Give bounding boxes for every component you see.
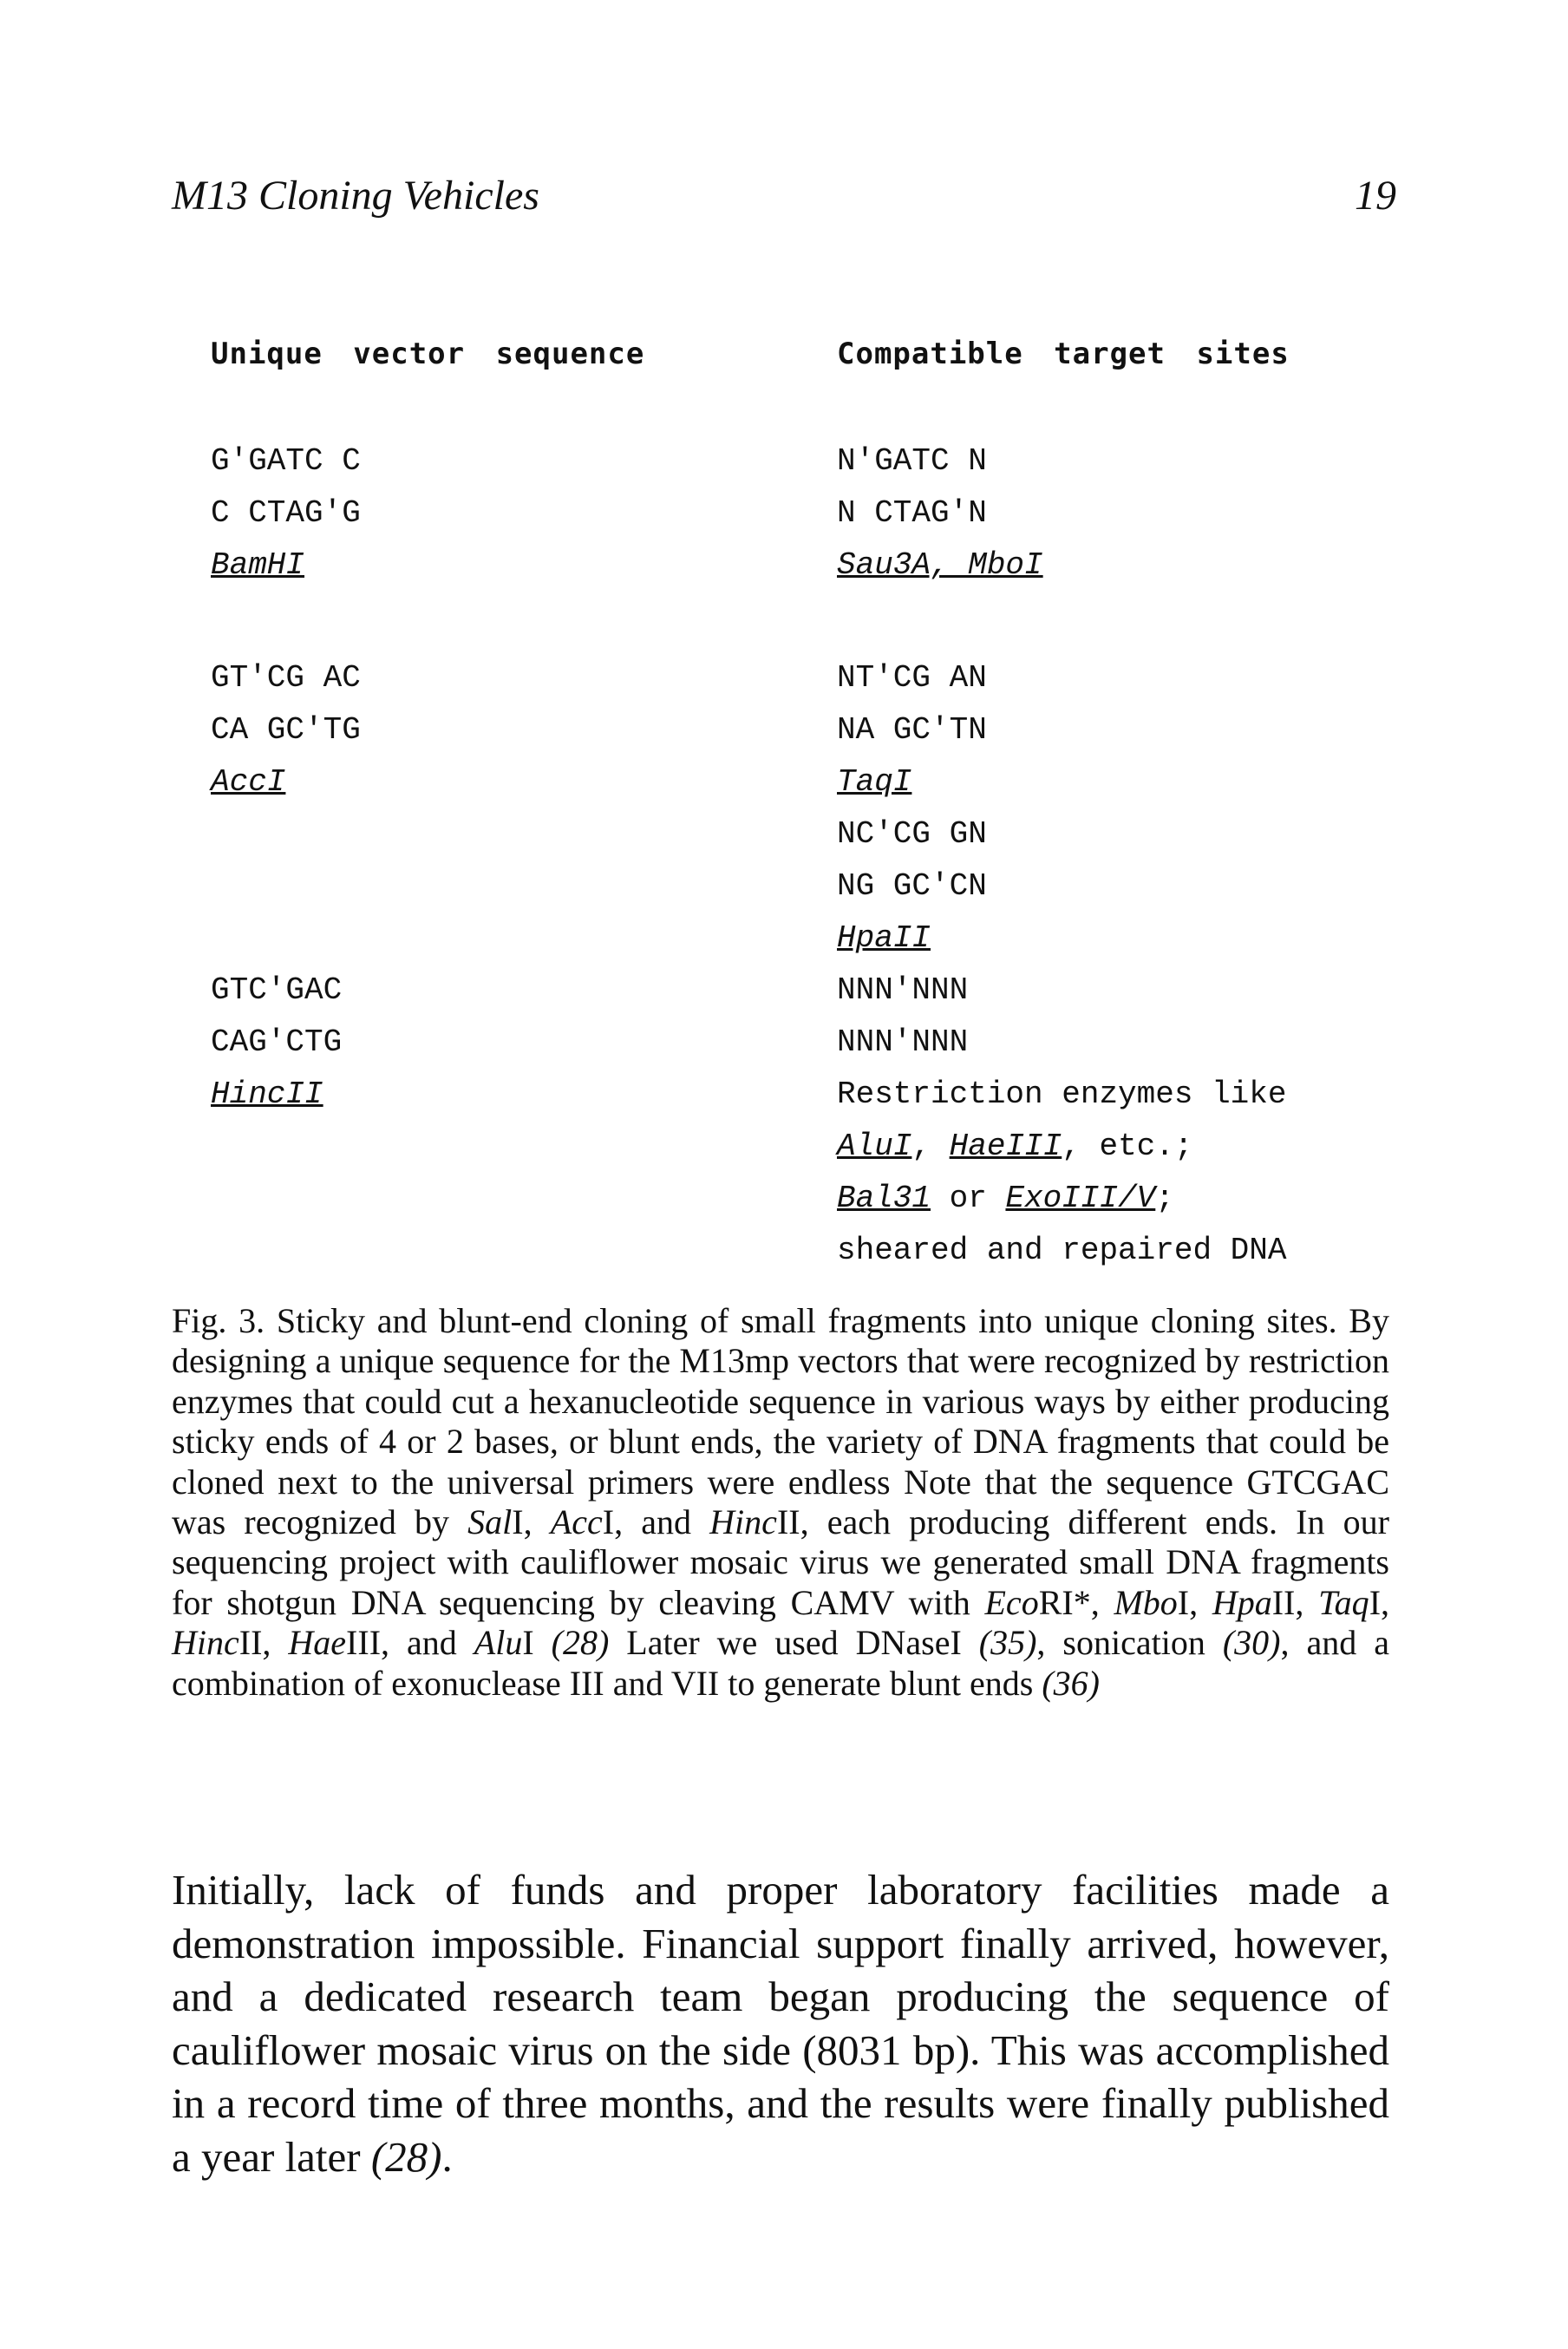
enzyme-bamhi: BamHI [211, 547, 305, 583]
enzyme-exoiii-v: ExoIII/V [1005, 1181, 1156, 1216]
enzyme-taqi: TaqI [837, 764, 912, 800]
target-seq-sau3a-top: N'GATC N [837, 443, 987, 479]
caption-text-3: , sonication [1036, 1623, 1223, 1663]
running-title: M13 Cloning Vehicles [172, 173, 539, 219]
enzyme-acci: AccI [211, 764, 286, 800]
enzyme-hincii: HincII [211, 1076, 323, 1112]
figure-caption [172, 1301, 1389, 1704]
vector-seq-bamhi-bottom: C CTAG'G [211, 495, 361, 531]
running-head [172, 172, 1396, 232]
caption-enzyme-hae: Hae [288, 1623, 347, 1663]
caption-text-hpa: II, [1271, 1582, 1319, 1622]
vector-seq-bamhi-top: G'GATC C [211, 443, 361, 479]
caption-text-sal: I, [512, 1502, 551, 1542]
caption-ref-35: (35) [978, 1623, 1037, 1663]
etc-text: , etc.; [1062, 1129, 1193, 1164]
body-text: Initially, lack of funds and proper laboratory facilities made a demonstration impossible. Financial support finally arrived, however, and a dedicated research team began producing the sequence of cauliflower mosaic virus on the side (8031 bp). This was accomplished in a record time of three months, and the results were finally published a year later [172, 1866, 1389, 2181]
enzyme-sau3a-mboi: Sau3A, MboI [837, 547, 1043, 583]
right-column-header: Compatible target sites [837, 337, 1290, 371]
restriction-enzymes-line: Restriction enzymes like [837, 1076, 1287, 1112]
target-seq-hpaii-bottom: NG GC'CN [837, 868, 987, 904]
caption-enzyme-eco: Eco [984, 1582, 1039, 1622]
body-end: . [441, 2132, 453, 2181]
caption-text-hinc-2: II, [238, 1623, 289, 1663]
page-number: 19 [1355, 173, 1396, 219]
vector-seq-hincii-bottom: CAG'CTG [211, 1024, 343, 1060]
body-ref-28: (28) [370, 2132, 442, 2181]
target-seq-sau3a-bottom: N CTAG'N [837, 495, 987, 531]
sheared-dna-line: sheared and repaired DNA [837, 1233, 1287, 1268]
left-column-header: Unique vector sequence [211, 337, 645, 371]
figure-3 [211, 337, 1390, 1273]
enzyme-examples-line: AluI, HaeIII, etc.; [837, 1129, 1193, 1164]
caption-enzyme-hinc: Hinc [709, 1502, 777, 1542]
target-seq-taqi-bottom: NA GC'TN [837, 712, 987, 748]
enzyme-haeiii: HaeIII [949, 1129, 1062, 1164]
vector-seq-acci-bottom: CA GC'TG [211, 712, 361, 748]
caption-enzyme-hpa: Hpa [1212, 1582, 1272, 1622]
caption-text-hae: III, and [346, 1623, 474, 1663]
caption-ref-36: (36) [1042, 1663, 1100, 1703]
target-seq-taqi-top: NT'CG AN [837, 660, 987, 696]
caption-text-mbo: I, [1177, 1582, 1212, 1622]
caption-enzyme-hinc-2: Hinc [172, 1623, 239, 1663]
caption-ref-28: (28) [551, 1623, 610, 1663]
caption-text-acc: I, and [602, 1502, 710, 1542]
caption-text-hinc: II, each producing different ends. In our sequencing project with cauliflower mosaic virus we generated small DNA fragments for shotgun DNA sequencing by cleaving CAMV with [172, 1502, 1389, 1622]
target-seq-blunt-bottom: NNN'NNN [837, 1024, 969, 1060]
caption-text-1: Fig. 3. Sticky and blunt-end cloning of small fragments into unique cloning sites. By designing a unique sequence for the M13mp vectors that were recognized by restriction enzymes that could cut a hexanucleotide sequence in various ways by either producing sticky ends of 4 or 2 bases, or blunt ends, the variety of DNA fragments that could be cloned next to the universal primers were endless Note that the sequence GTCGAC was recognized by [172, 1301, 1389, 1542]
caption-text-alu: I [522, 1623, 552, 1663]
caption-ref-30: (30) [1222, 1623, 1281, 1663]
enzyme-bal31: Bal31 [837, 1181, 931, 1216]
enzyme-alui: AluI [837, 1129, 912, 1164]
exonuclease-line [837, 1180, 1174, 1218]
target-seq-blunt-top: NNN'NNN [837, 972, 969, 1008]
vector-seq-acci-top: GT'CG AC [211, 660, 361, 696]
caption-text-eco: RI*, [1038, 1582, 1114, 1622]
target-seq-hpaii-top: NC'CG GN [837, 816, 987, 852]
caption-text-4: , and a combination of exonuclease III and VII to generate blunt ends [172, 1623, 1389, 1703]
caption-text-2: Later we used DNaseI [609, 1623, 979, 1663]
caption-text-taq: I, [1369, 1582, 1390, 1622]
caption-enzyme-acc: Acc [550, 1502, 603, 1542]
body-paragraph [172, 1863, 1389, 2183]
caption-enzyme-mbo: Mbo [1114, 1582, 1178, 1622]
caption-enzyme-taq: Taq [1318, 1582, 1369, 1622]
semicolon-text: ; [1155, 1181, 1174, 1216]
caption-enzyme-alu: Alu [474, 1623, 523, 1663]
caption-enzyme-sal: Sal [467, 1502, 513, 1542]
vector-seq-hincii-top: GTC'GAC [211, 972, 343, 1008]
enzyme-hpaii: HpaII [837, 920, 931, 956]
or-text: or [931, 1181, 1006, 1216]
